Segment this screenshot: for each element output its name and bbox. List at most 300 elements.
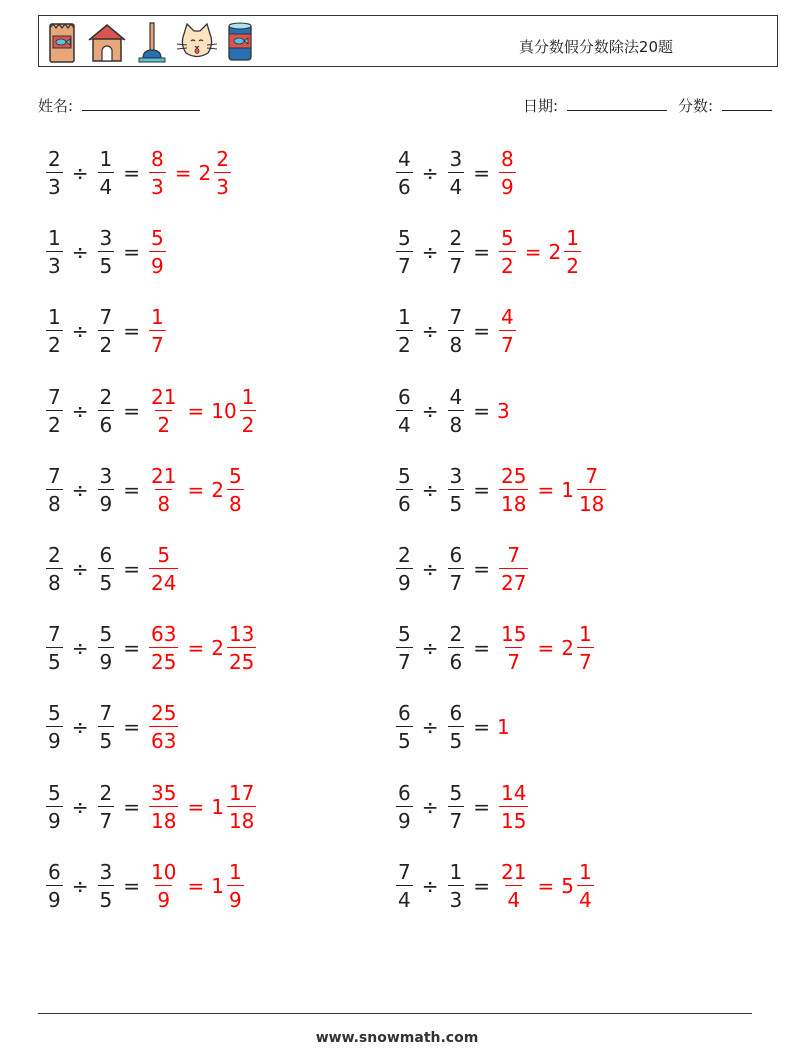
numerator: 21 [501, 859, 527, 884]
numerator: 35 [151, 780, 177, 805]
numerator: 2 [48, 147, 61, 171]
fraction [499, 545, 528, 593]
denominator: 25 [149, 647, 178, 672]
numerator: 15 [501, 622, 527, 647]
fraction [98, 859, 115, 912]
denominator: 6 [448, 647, 465, 672]
fraction [499, 859, 528, 912]
numerator: 1 [228, 859, 242, 884]
numerator: 3 [449, 463, 463, 488]
fraction [214, 149, 231, 197]
numerator: 10 [151, 859, 177, 884]
fraction [448, 859, 465, 912]
denominator: 3 [214, 172, 231, 197]
denominator: 18 [577, 489, 606, 514]
numerator: 3 [99, 859, 113, 884]
denominator: 18 [227, 806, 256, 831]
denominator: 18 [499, 489, 528, 514]
header-box [38, 15, 778, 67]
numerator: 1 [578, 859, 592, 884]
numerator: 5 [398, 622, 411, 647]
fraction [98, 226, 115, 279]
numerator: 6 [398, 780, 411, 805]
numerator: 4 [398, 147, 411, 171]
problem-item [44, 381, 258, 441]
equals-sign: = [473, 161, 490, 185]
fraction [396, 226, 413, 279]
divide-sign: ÷ [421, 319, 439, 344]
fraction [149, 463, 178, 516]
numerator: 17 [228, 780, 255, 805]
equals-sign: = [187, 636, 205, 661]
mixed-whole: 1 [211, 873, 224, 898]
numerator: 1 [48, 305, 61, 330]
numerator: 5 [449, 780, 463, 805]
fraction [46, 780, 63, 833]
denominator: 2 [155, 410, 172, 435]
header-icons [45, 20, 255, 64]
footer-divider [38, 1013, 752, 1014]
equals-sign: = [473, 319, 490, 344]
equals-sign: = [123, 477, 140, 502]
denominator: 2 [46, 330, 63, 355]
fraction [46, 622, 63, 675]
date-field[interactable] [523, 95, 667, 116]
equals-sign: = [473, 873, 490, 898]
problem-item [44, 856, 246, 916]
fraction [396, 384, 413, 437]
equals-sign: = [473, 715, 490, 740]
numerator: 5 [48, 780, 61, 805]
fraction [448, 226, 465, 279]
denominator: 7 [505, 647, 522, 672]
score-field[interactable] [678, 95, 772, 116]
fraction [98, 622, 115, 675]
numerator: 5 [398, 226, 411, 251]
problem-item [394, 777, 530, 837]
problem-item [394, 618, 596, 678]
denominator: 8 [448, 410, 465, 435]
denominator: 25 [227, 647, 256, 672]
denominator: 2 [396, 330, 413, 355]
divide-sign: ÷ [421, 477, 439, 502]
mixed-whole: 10 [211, 398, 237, 423]
equals-sign: = [187, 873, 205, 898]
numerator: 1 [566, 226, 579, 251]
numerator: 21 [151, 463, 177, 488]
fraction [98, 701, 115, 754]
fraction [448, 701, 465, 754]
fraction [149, 780, 178, 833]
fraction [240, 384, 257, 437]
problem-item [44, 539, 180, 599]
numerator: 5 [501, 226, 514, 251]
denominator: 9 [46, 885, 63, 910]
denominator: 8 [155, 489, 172, 514]
dog-house-icon [85, 20, 129, 64]
denominator: 4 [396, 885, 413, 910]
numerator: 7 [99, 701, 113, 726]
mixed-whole: 2 [211, 477, 224, 502]
denominator: 7 [396, 647, 413, 672]
problem-item [394, 301, 518, 361]
divide-sign: ÷ [421, 636, 439, 661]
fraction [98, 545, 115, 593]
numerator: 25 [151, 701, 177, 726]
numerator: 4 [501, 305, 514, 330]
problem-item [394, 143, 518, 203]
fraction [396, 622, 413, 675]
fraction [448, 149, 465, 197]
denominator: 4 [577, 885, 594, 910]
equals-sign: = [123, 715, 140, 740]
fish-food-bag-icon [45, 20, 79, 64]
numerator: 6 [449, 701, 463, 726]
denominator: 2 [564, 251, 581, 276]
fraction [149, 545, 178, 593]
fraction [448, 463, 465, 516]
numerator: 7 [99, 305, 113, 330]
mixed-whole: 2 [561, 636, 574, 661]
numerator: 21 [151, 384, 177, 409]
denominator: 9 [227, 885, 244, 910]
numerator: 1 [48, 226, 61, 251]
equals-sign: = [123, 161, 140, 185]
numerator: 7 [585, 463, 599, 488]
fraction [499, 226, 516, 279]
fraction [499, 622, 528, 675]
numerator: 2 [449, 226, 463, 251]
denominator: 8 [448, 330, 465, 355]
equals-sign: = [537, 873, 555, 898]
name-field[interactable] [38, 95, 200, 116]
equals-sign: = [123, 398, 140, 423]
page-title: 真分数假分数除法20题 [518, 38, 673, 56]
denominator: 4 [505, 885, 522, 910]
problem-item [44, 697, 180, 757]
denominator: 4 [448, 172, 465, 197]
denominator: 3 [448, 885, 465, 910]
denominator: 63 [149, 726, 178, 751]
divide-sign: ÷ [71, 398, 89, 423]
equals-sign: = [187, 794, 205, 819]
problem-item [44, 222, 168, 282]
numerator: 2 [99, 780, 113, 805]
fraction [149, 859, 178, 912]
numerator: 1 [151, 305, 164, 330]
divide-sign: ÷ [71, 715, 89, 740]
numerator: 5 [151, 226, 164, 251]
equals-sign: = [473, 398, 490, 423]
denominator: 3 [46, 172, 63, 197]
fraction [46, 701, 63, 754]
denominator: 18 [149, 806, 178, 831]
fraction [396, 859, 413, 912]
fraction [98, 384, 115, 437]
numerator: 5 [48, 701, 61, 726]
denominator: 5 [448, 726, 465, 751]
denominator: 2 [46, 410, 63, 435]
numerator: 4 [449, 384, 463, 409]
fraction [499, 149, 516, 197]
score-blank[interactable] [722, 96, 772, 111]
numerator: 6 [398, 384, 411, 409]
cat-face-icon [175, 20, 219, 64]
denominator: 9 [396, 806, 413, 831]
numerator: 5 [99, 622, 113, 647]
problem-item [394, 856, 596, 916]
mixed-whole: 2 [548, 240, 562, 265]
numerator: 3 [99, 463, 113, 488]
fraction [577, 622, 594, 675]
fish-can-icon [225, 20, 255, 64]
numerator: 5 [398, 463, 411, 488]
denominator: 7 [577, 647, 594, 672]
equals-sign: = [473, 557, 490, 581]
fraction [448, 305, 465, 358]
equals-sign: = [537, 636, 555, 661]
equals-sign: = [537, 477, 555, 502]
numerator: 2 [48, 543, 61, 567]
denominator: 2 [499, 251, 516, 276]
numerator: 6 [398, 701, 411, 726]
divide-sign: ÷ [71, 794, 89, 819]
fraction [499, 305, 516, 358]
equals-sign: = [123, 636, 140, 661]
denominator: 4 [396, 410, 413, 435]
numerator: 6 [48, 859, 61, 884]
problem-item [394, 460, 608, 520]
numerator: 2 [398, 543, 411, 567]
fraction [396, 463, 413, 516]
divide-sign: ÷ [421, 240, 439, 265]
denominator: 9 [155, 885, 172, 910]
divide-sign: ÷ [71, 240, 89, 265]
name-label: 姓名: [38, 97, 74, 115]
denominator: 7 [499, 330, 516, 355]
fraction [46, 149, 63, 197]
fraction [46, 859, 63, 912]
equals-sign: = [473, 636, 490, 661]
equals-sign: = [123, 794, 140, 819]
denominator: 2 [240, 410, 257, 435]
fraction [577, 463, 606, 516]
denominator: 5 [98, 568, 115, 593]
denominator: 9 [396, 568, 413, 593]
date-blank[interactable] [567, 96, 667, 111]
equals-sign: = [187, 477, 205, 502]
denominator: 5 [98, 885, 115, 910]
divide-sign: ÷ [421, 715, 439, 740]
mixed-whole: 1 [211, 794, 224, 819]
denominator: 15 [499, 806, 528, 831]
score-label: 分数: [678, 97, 714, 115]
numerator: 2 [216, 147, 229, 171]
denominator: 8 [46, 489, 63, 514]
equals-sign: = [473, 477, 490, 502]
problem-item [44, 618, 258, 678]
fraction [98, 780, 115, 833]
fraction [577, 859, 594, 912]
fraction [227, 859, 244, 912]
fraction [149, 305, 166, 358]
divide-sign: ÷ [421, 161, 439, 185]
numerator: 7 [449, 305, 463, 330]
fraction [46, 384, 63, 437]
denominator: 7 [396, 251, 413, 276]
mixed-whole: 1 [561, 477, 574, 502]
divide-sign: ÷ [421, 873, 439, 898]
divide-sign: ÷ [71, 636, 89, 661]
date-label: 日期: [523, 97, 559, 115]
problem-item [394, 222, 583, 282]
fraction [396, 149, 413, 197]
divide-sign: ÷ [71, 161, 89, 185]
fraction [149, 149, 166, 197]
fraction [149, 701, 178, 754]
fraction [396, 545, 413, 593]
denominator: 7 [448, 568, 465, 593]
numerator: 7 [48, 622, 61, 647]
fraction [564, 226, 581, 279]
numerator: 25 [501, 463, 527, 488]
fraction [98, 463, 115, 516]
numerator: 3 [99, 226, 113, 251]
divide-sign: ÷ [421, 794, 439, 819]
fraction [149, 384, 178, 437]
divide-sign: ÷ [71, 557, 89, 581]
fraction [149, 226, 166, 279]
denominator: 6 [396, 489, 413, 514]
denominator: 9 [98, 647, 115, 672]
fraction [98, 149, 115, 197]
equals-sign: = [174, 161, 192, 185]
numerator: 5 [228, 463, 242, 488]
denominator: 6 [98, 410, 115, 435]
name-blank[interactable] [82, 96, 200, 111]
denominator: 5 [46, 647, 63, 672]
numerator: 63 [151, 622, 177, 647]
fraction [46, 463, 63, 516]
equals-sign: = [473, 240, 490, 265]
equals-sign: = [123, 873, 140, 898]
fraction [98, 305, 115, 358]
problem-item [44, 143, 233, 203]
fraction [227, 780, 256, 833]
problem-item [44, 460, 246, 520]
fraction [448, 545, 465, 593]
fraction [396, 701, 413, 754]
denominator: 6 [396, 172, 413, 197]
denominator: 9 [46, 726, 63, 751]
divide-sign: ÷ [71, 319, 89, 344]
fraction [46, 545, 63, 593]
numerator: 1 [398, 305, 411, 330]
fraction [448, 384, 465, 437]
fraction [227, 622, 256, 675]
numerator: 1 [449, 859, 463, 884]
mixed-whole: 5 [561, 873, 574, 898]
fraction [149, 622, 178, 675]
numerator: 6 [99, 543, 113, 567]
divide-sign: ÷ [421, 398, 439, 423]
denominator: 5 [98, 726, 115, 751]
problem-item [44, 777, 258, 837]
denominator: 5 [396, 726, 413, 751]
numerator: 1 [99, 147, 113, 171]
divide-sign: ÷ [71, 477, 89, 502]
numerator: 1 [578, 622, 592, 647]
fraction [396, 780, 413, 833]
numerator: 7 [398, 859, 411, 884]
mixed-whole: 2 [211, 636, 224, 661]
numerator: 2 [449, 622, 463, 647]
denominator: 4 [98, 172, 115, 197]
mixed-whole: 2 [198, 161, 212, 185]
numerator: 13 [228, 622, 255, 647]
numerator: 8 [151, 147, 164, 171]
numerator: 14 [501, 780, 527, 805]
denominator: 9 [499, 172, 516, 197]
answer-whole: 3 [497, 398, 510, 423]
equals-sign: = [473, 794, 490, 819]
fraction [448, 622, 465, 675]
problem-item [394, 697, 511, 757]
equals-sign: = [123, 557, 140, 581]
fraction [227, 463, 244, 516]
numerator: 2 [99, 384, 113, 409]
numerator: 7 [48, 384, 61, 409]
fraction [46, 305, 63, 358]
denominator: 8 [227, 489, 244, 514]
denominator: 5 [98, 251, 115, 276]
problem-item [44, 301, 168, 361]
divide-sign: ÷ [71, 873, 89, 898]
fraction [46, 226, 63, 279]
divide-sign: ÷ [421, 557, 439, 581]
equals-sign: = [187, 398, 205, 423]
plunger-icon [135, 20, 169, 64]
equals-sign: = [123, 319, 140, 344]
fraction [499, 780, 528, 833]
numerator: 7 [507, 543, 521, 567]
equals-sign: = [123, 240, 140, 265]
problem-item [394, 539, 530, 599]
denominator: 9 [46, 806, 63, 831]
denominator: 7 [448, 806, 465, 831]
denominator: 2 [98, 330, 115, 355]
denominator: 7 [98, 806, 115, 831]
numerator: 7 [48, 463, 61, 488]
fraction [448, 780, 465, 833]
denominator: 5 [448, 489, 465, 514]
footer-url: www.snowmath.com [315, 1030, 479, 1046]
numerator: 6 [449, 543, 463, 567]
answer-whole: 1 [497, 715, 510, 740]
equals-sign: = [524, 240, 542, 265]
denominator: 8 [46, 568, 63, 593]
denominator: 9 [149, 251, 166, 276]
denominator: 27 [499, 568, 528, 593]
fraction [396, 305, 413, 358]
fraction [499, 463, 528, 516]
denominator: 24 [149, 568, 178, 593]
numerator: 5 [157, 543, 171, 567]
denominator: 9 [98, 489, 115, 514]
numerator: 3 [449, 147, 463, 171]
numerator: 8 [501, 147, 514, 171]
denominator: 3 [149, 172, 166, 197]
